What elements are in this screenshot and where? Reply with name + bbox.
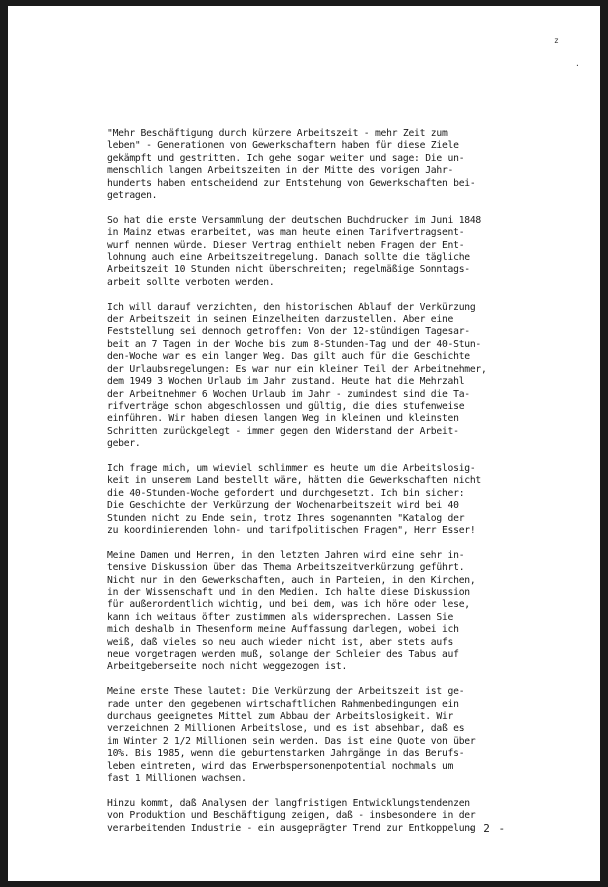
text-line: beit an 7 Tagen in der Woche bis zum 8-Stunden-Tag und der 40-Stun- — [107, 338, 482, 350]
document-body — [107, 128, 577, 847]
text-line: rifverträge schon abgeschlossen und gültig, die dies stufenweise — [107, 400, 465, 412]
paragraph — [107, 302, 577, 451]
corner-mark: · — [575, 61, 580, 70]
text-line: in der Wissenschaft und in den Medien. Ich halte diese Diskussion — [107, 586, 470, 598]
text-line: neue vorgetragen werden muß, solange der Schleier des Tabus auf — [107, 649, 459, 660]
text-line: in Mainz etwas erarbeitet, was man heute einen Tarifvertragsent- — [107, 227, 465, 239]
text-line: Nicht nur in den Gewerkschaften, auch in Parteien, in den Kirchen, — [107, 574, 476, 586]
text-line: Meine Damen und Herren, in den letzten Jahren wird eine sehr in- — [107, 549, 465, 561]
text-line: 10%. Bis 1985, wenn die geburtenstarken Jahrgänge in das Berufs- — [107, 748, 465, 760]
text-line: keit in unserem Land bestellt wäre, hätten die Gewerkschaften nicht — [107, 475, 482, 487]
text-line: getragen. — [107, 190, 158, 202]
text-line: der Arbeitszeit in seinen Einzelheiten darzustellen. Aber eine — [107, 314, 454, 326]
text-line: rade unter den gegebenen wirtschaftlichen Rahmenbedingungen ein — [107, 698, 459, 710]
text-line: die 40-Stunden-Woche gefordert und durchgesetzt. Ich bin sicher: — [107, 487, 465, 499]
text-line: Arbeitgeberseite noch nicht weggezogen ist. — [107, 661, 348, 673]
text-line: Hinzu kommt, daß Analysen der langfristigen Entwicklungstendenzen — [107, 797, 470, 809]
text-line: den-Woche war es ein langer Weg. Das gilt auch für die Geschichte — [107, 351, 470, 363]
text-line: einführen. Wir haben diesen langen Weg in kleinen und kleinsten — [107, 413, 459, 425]
text-line: Arbeitszeit 10 Stunden nicht überschreiten; regelmäßige Sonntags- — [107, 264, 470, 276]
text-line: So hat die erste Versammlung der deutschen Buchdrucker im Juni 1848 — [107, 214, 482, 226]
page-number: - 2 - — [468, 822, 507, 835]
paragraph — [107, 686, 577, 785]
text-line: wurf nennen würde. Dieser Vertrag enthielt neben Fragen der Ent- — [107, 239, 465, 251]
paragraph — [107, 798, 577, 835]
text-line: Meine erste These lautet: Die Verkürzung der Arbeitszeit ist ge- — [107, 686, 465, 698]
text-line: Schritten zurückgelegt - immer gegen den Widerstand der Arbeit- — [107, 425, 459, 437]
text-line: leben" - Generationen von Gewerkschaftern haben für diese Ziele — [107, 140, 459, 152]
text-line: Die Geschichte der Verkürzung der Wochenarbeitszeit wird bei 40 — [107, 500, 459, 512]
document-page — [8, 6, 600, 881]
text-line: Stunden nicht zu Ende sein, trotz Ihres sogenannten "Katalog der — [107, 512, 465, 524]
paragraph — [107, 550, 577, 674]
text-line: tensive Diskussion über das Thema Arbeitszeitverkürzung geführt. — [107, 562, 465, 574]
text-line: verzeichnen 2 Millionen Arbeitslose, und es ist absehbar, daß es — [107, 723, 465, 735]
text-line: Feststellung sei dennoch getroffen: Von der 12-stündigen Tagesar- — [107, 326, 470, 338]
text-line: "Mehr Beschäftigung durch kürzere Arbeitszeit - mehr Zeit zum — [107, 128, 448, 139]
text-line: dem 1949 3 Wochen Urlaub im Jahr zustand. Heute hat die Mehrzahl — [107, 376, 465, 388]
text-line: weiß, daß vieles so neu auch wieder nicht ist, aber stets aufs — [107, 636, 454, 648]
text-line: der Urlaubsregelungen: Es war nur ein kleiner Teil der Arbeitnehmer, — [107, 363, 487, 375]
paragraph — [107, 128, 577, 202]
paragraph — [107, 215, 577, 289]
text-line: zu koordinierenden lohn- und tarifpolitischen Fragen", Herr Esser! — [107, 524, 476, 536]
text-line: mich deshalb in Thesenform meine Auffassung darlegen, wobei ich — [107, 624, 459, 636]
text-line: verarbeitenden Industrie - ein ausgeprägter Trend zur Entkoppelung — [107, 822, 476, 834]
text-line: für außerordentlich wichtig, und bei dem, was ich höre oder lese, — [107, 599, 470, 611]
text-line: geber. — [107, 438, 141, 450]
text-line: Ich will darauf verzichten, den historischen Ablauf der Verkürzung — [107, 301, 476, 313]
text-line: lohnung auch eine Arbeitszeitregelung. Danach sollte die tägliche — [107, 252, 470, 264]
text-line: leben eintreten, wird das Erwerbspersonenpotential nochmals um — [107, 760, 454, 772]
text-line: menschlich langen Arbeitszeiten in der Mitte des vorigen Jahr- — [107, 165, 454, 177]
text-line: fast 1 Millionen wachsen. — [107, 773, 247, 785]
corner-mark: z — [554, 36, 559, 45]
text-line: kann ich weitaus öfter zustimmen als widersprechen. Lassen Sie — [107, 611, 454, 623]
text-line: von Produktion und Beschäftigung zeigen, daß - insbesondere in der — [107, 810, 476, 822]
text-line: Ich frage mich, um wieviel schlimmer es heute um die Arbeitslosig- — [107, 462, 476, 474]
paragraph — [107, 463, 577, 537]
text-line: hunderts haben entscheidend zur Entstehung von Gewerkschaften bei- — [107, 177, 476, 189]
text-line: durchaus geeignetes Mittel zum Abbau der Arbeitslosigkeit. Wir — [107, 711, 454, 723]
text-line: arbeit sollte verboten werden. — [107, 276, 275, 288]
text-line: gekämpft und gestritten. Ich gehe sogar weiter und sage: Die un- — [107, 152, 465, 164]
text-line: der Arbeitnehmer 6 Wochen Urlaub im Jahr - zumindest sind die Ta- — [107, 388, 470, 400]
text-line: im Winter 2 1/2 Millionen sein werden. Das ist eine Quote von über — [107, 735, 476, 747]
